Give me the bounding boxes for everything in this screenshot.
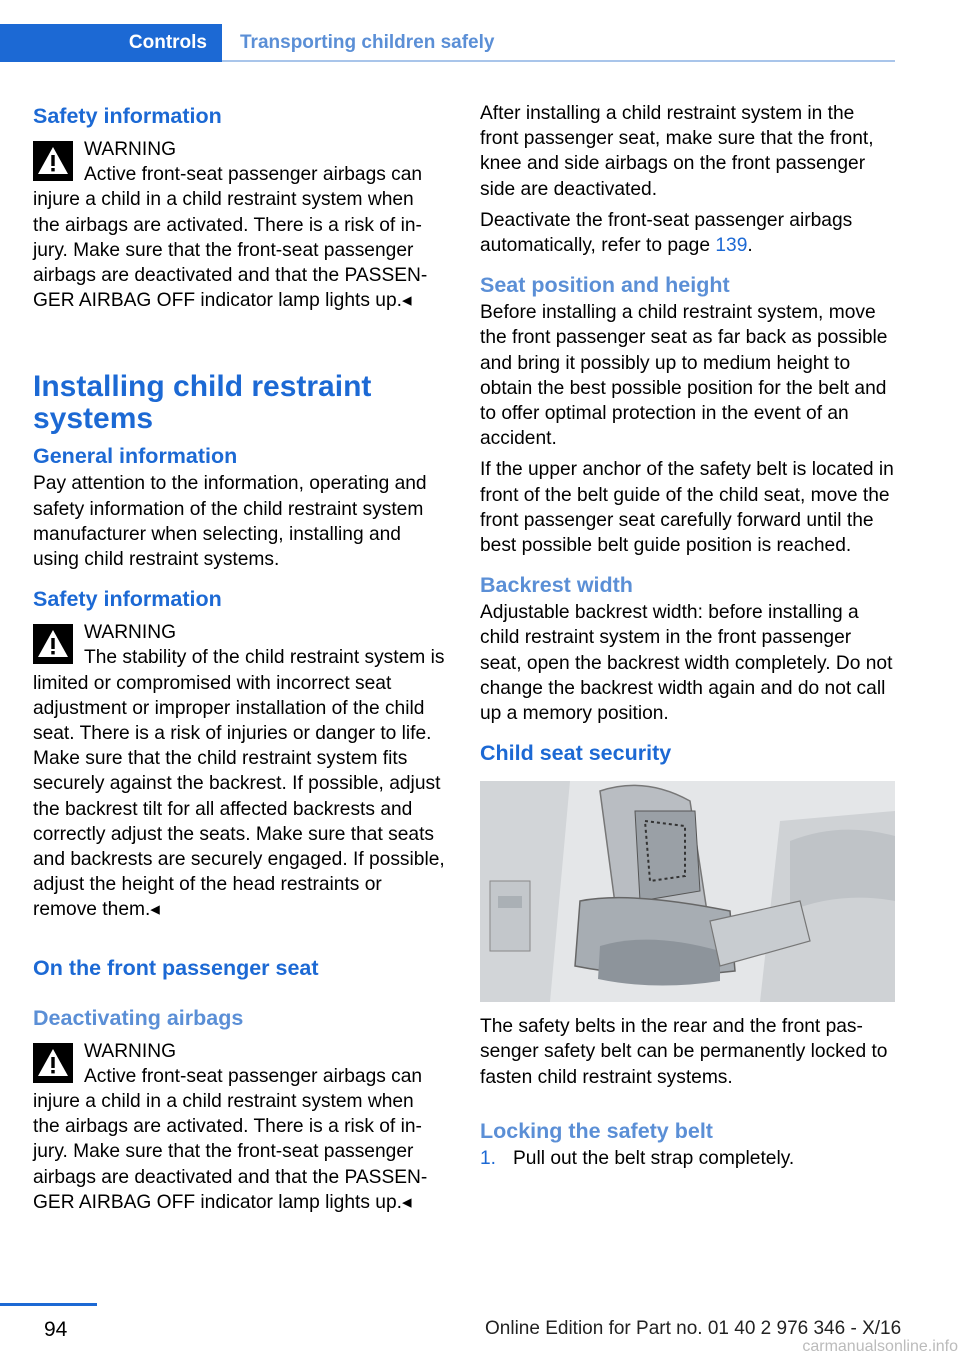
belts-locked-text: The safety belts in the rear and the front passenger safety belt can be permanently locked to fasten child restraint systems. <box>480 1016 888 1088</box>
edition-text: Online Edition for Part no. 01 40 2 976 346 - X/16 <box>485 1318 902 1339</box>
general-info-heading: General information <box>33 444 238 469</box>
after-install-text: After installing a child restraint system in the front passenger seat, make sure that the front, knee and side airbags on the front passenger side are deactivated. <box>480 103 874 200</box>
child-seat-image <box>480 781 895 1002</box>
watermark: carmanualsonline.info <box>802 1338 958 1355</box>
footer-rule <box>0 1303 97 1306</box>
warning-text: Active front-seat passenger airbags can injure a child in a child restraint system when the airbags are activated. There is a risk of injury. Make sure that the front-seat passenger airbags are deactivated and that the PASSENGER AIRBAG OFF indicator lamp lights up.◂ <box>33 1065 428 1213</box>
warning-block-1 <box>33 137 445 313</box>
deactivating-airbags-heading: Deactivating airbags <box>33 1005 244 1030</box>
warning-triangle-icon <box>33 1043 73 1083</box>
page-link[interactable]: 139 <box>715 235 748 257</box>
section-label: Controls <box>128 32 207 53</box>
child-seat-illustration <box>480 781 895 1002</box>
step-number: 1. <box>480 1147 497 1169</box>
warning-label: WARNING <box>84 139 177 160</box>
child-seat-security-heading: Child seat security <box>480 741 672 766</box>
chapter-title: Transporting children safely <box>240 32 495 53</box>
deactivate-auto-text: Deactivate the front-seat passenger airbags automatically, refer to page 139. <box>480 209 853 257</box>
header-rule <box>222 60 895 62</box>
installing-heading: Installing child restraint systems <box>33 370 372 436</box>
warning-triangle-icon <box>33 141 73 181</box>
seat-position-heading: Seat position and height <box>480 273 730 298</box>
warning-label: WARNING <box>84 622 177 644</box>
left-column <box>33 101 445 1215</box>
warning-block-3 <box>33 1039 445 1215</box>
warning-label: WARNING <box>84 1040 177 1062</box>
warning-block-2 <box>33 620 445 922</box>
backrest-width-text: Adjustable backrest width: before installing a child restraint system in the front passenger seat, open the backrest width completely. Do not change the backrest width again and do not call up a memory position. <box>480 602 893 725</box>
page-number: 94 <box>44 1318 68 1341</box>
upper-anchor-text: If the upper anchor of the safety belt is located in front of the belt guide of the child seat, move the front passenger seat carefully forward until the best possible belt guide position is reached. <box>480 459 894 557</box>
seat-position-text: Before installing a child restraint system, move the front passenger seat as far back as possible and bring it possibly up to medium height to obtain the best possible position for the belt and to offer optimal protection in the event of an accident. <box>480 302 888 450</box>
warning-text: The stability of the child restraint system is limited or compromised with incorrect seat adjustment or improper installation of the child seat. There is a risk of injuries or danger to life. Make sure that the child restraint system fits securely against the backrest. If possible, adjust the backrest tilt for all affected backrests and correctly adjust the seats. Make sure that seats and backrests are securely engaged. If possible, adjust the height of the head restraints or remove them.◂ <box>33 647 445 921</box>
right-column <box>480 101 895 1171</box>
safety-info-heading-2: Safety information <box>33 587 222 612</box>
page-header <box>0 24 895 62</box>
front-seat-heading: On the front passenger seat <box>33 955 319 980</box>
locking-belt-heading: Locking the safety belt <box>480 1118 713 1143</box>
general-info-text: Pay attention to the information, operating and safety information of the child restraint system manufacturer when selecting, installing and using child restraint systems. <box>33 473 427 571</box>
warning-triangle-icon <box>33 624 73 664</box>
backrest-width-heading: Backrest width <box>480 573 633 598</box>
warning-text: Active front-seat passenger airbags can injure a child in a child restraint system when the airbags are activated. There is a risk of injury. Make sure that the front-seat passenger airbags are deactivated and that the PASSENGER AIRBAG OFF indicator lamp lights up.◂ <box>33 164 428 312</box>
step-text: Pull out the belt strap completely. <box>513 1147 795 1169</box>
safety-info-heading-1: Safety information <box>33 104 222 128</box>
section-tab <box>0 24 222 62</box>
list-item <box>480 1146 895 1171</box>
